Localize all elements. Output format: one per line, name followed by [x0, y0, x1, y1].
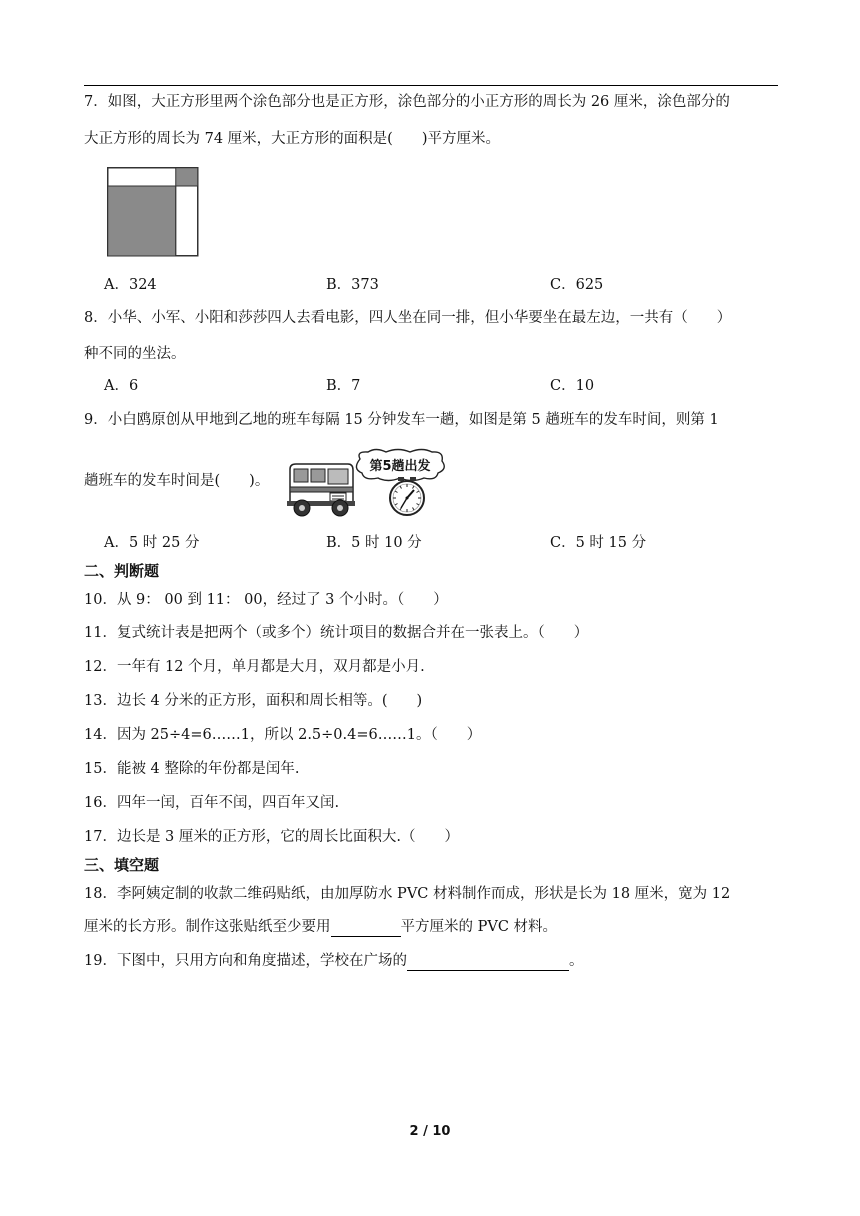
- q8-line2: 种不同的坐法。: [84, 346, 186, 362]
- judge-item-14: 14．因为 25÷4=6……1，所以 2.5÷0.4=6……1。（ ）: [84, 727, 482, 743]
- header-rule: [84, 85, 778, 86]
- q7-option-c[interactable]: C．625: [550, 277, 604, 293]
- q19-text-pre: 19．下图中，只用方向和角度描述，学校在广场的: [84, 953, 407, 969]
- section-heading-fill: 三、填空题: [84, 856, 160, 874]
- q7-line1: 7．如图，大正方形里两个涂色部分也是正方形，涂色部分的小正方形的周长为 26 厘米，涂色部分的: [84, 94, 730, 110]
- q18-answer-blank[interactable]: [331, 920, 401, 937]
- page-number: 2 / 10: [409, 1124, 451, 1139]
- q8-option-b[interactable]: B．7: [326, 378, 361, 394]
- clock-icon: [388, 477, 426, 517]
- q8-line1: 8．小华、小军、小阳和莎莎四人去看电影，四人坐在同一排，但小华要坐在最左边，一共有（ ）: [84, 310, 732, 326]
- judge-item-13: 13．边长 4 分米的正方形，面积和周长相等。( ): [84, 693, 423, 709]
- q8-option-a[interactable]: A．6: [104, 378, 139, 394]
- judge-item-10: 10．从 9： 00 到 11： 00，经过了 3 个小时。（ ）: [84, 592, 448, 608]
- judge-item-12: 12．一年有 12 个月，单月都是大月，双月都是小月.: [84, 659, 425, 675]
- judge-item-16: 16．四年一闰，百年不闰，四百年又闰.: [84, 795, 340, 811]
- q7-line2: 大正方形的周长为 74 厘米，大正方形的面积是( )平方厘米。: [84, 131, 500, 147]
- q8-option-c[interactable]: C．10: [550, 378, 595, 394]
- bus-icon: [284, 461, 356, 519]
- q19-line: [84, 951, 583, 971]
- section-heading-judge: 二、判断题: [84, 562, 160, 580]
- judge-item-15: 15．能被 4 整除的年份都是闰年.: [84, 761, 300, 777]
- q7-option-b[interactable]: B．373: [326, 277, 379, 293]
- q7-option-a[interactable]: A．324: [104, 277, 157, 293]
- q9-line2: 趟班车的发车时间是( )。: [84, 473, 270, 489]
- q19-answer-blank[interactable]: [407, 954, 569, 971]
- q18-text-pre: 厘米的长方形。制作这张贴纸至少要用: [84, 919, 331, 935]
- q9-option-b[interactable]: B．5 时 10 分: [326, 535, 422, 551]
- bubble-text: 第5趟出发: [369, 459, 431, 474]
- q9-option-a[interactable]: A．5 时 25 分: [104, 535, 200, 551]
- q18-text-post: 平方厘米的 PVC 材料。: [400, 919, 558, 935]
- q18-line1: 18．李阿姨定制的收款二维码贴纸，由加厚防水 PVC 材料制作而成，形状是长为 18 厘米，宽为 12: [84, 886, 731, 902]
- q19-text-post: 。: [568, 953, 584, 969]
- q9-option-c[interactable]: C．5 时 15 分: [550, 535, 647, 551]
- judge-item-11: 11．复式统计表是把两个（或多个）统计项目的数据合并在一张表上。（ ）: [84, 625, 589, 641]
- q9-line1: 9．小白鸥原创从甲地到乙地的班车每隔 15 分钟发车一趟，如图是第 5 趟班车的发车时间，则第 1: [84, 412, 719, 428]
- judge-item-17: 17．边长是 3 厘米的正方形，它的周长比面积大.（ ）: [84, 829, 460, 845]
- q18-line2: [84, 917, 557, 937]
- squares-figure: [107, 167, 199, 257]
